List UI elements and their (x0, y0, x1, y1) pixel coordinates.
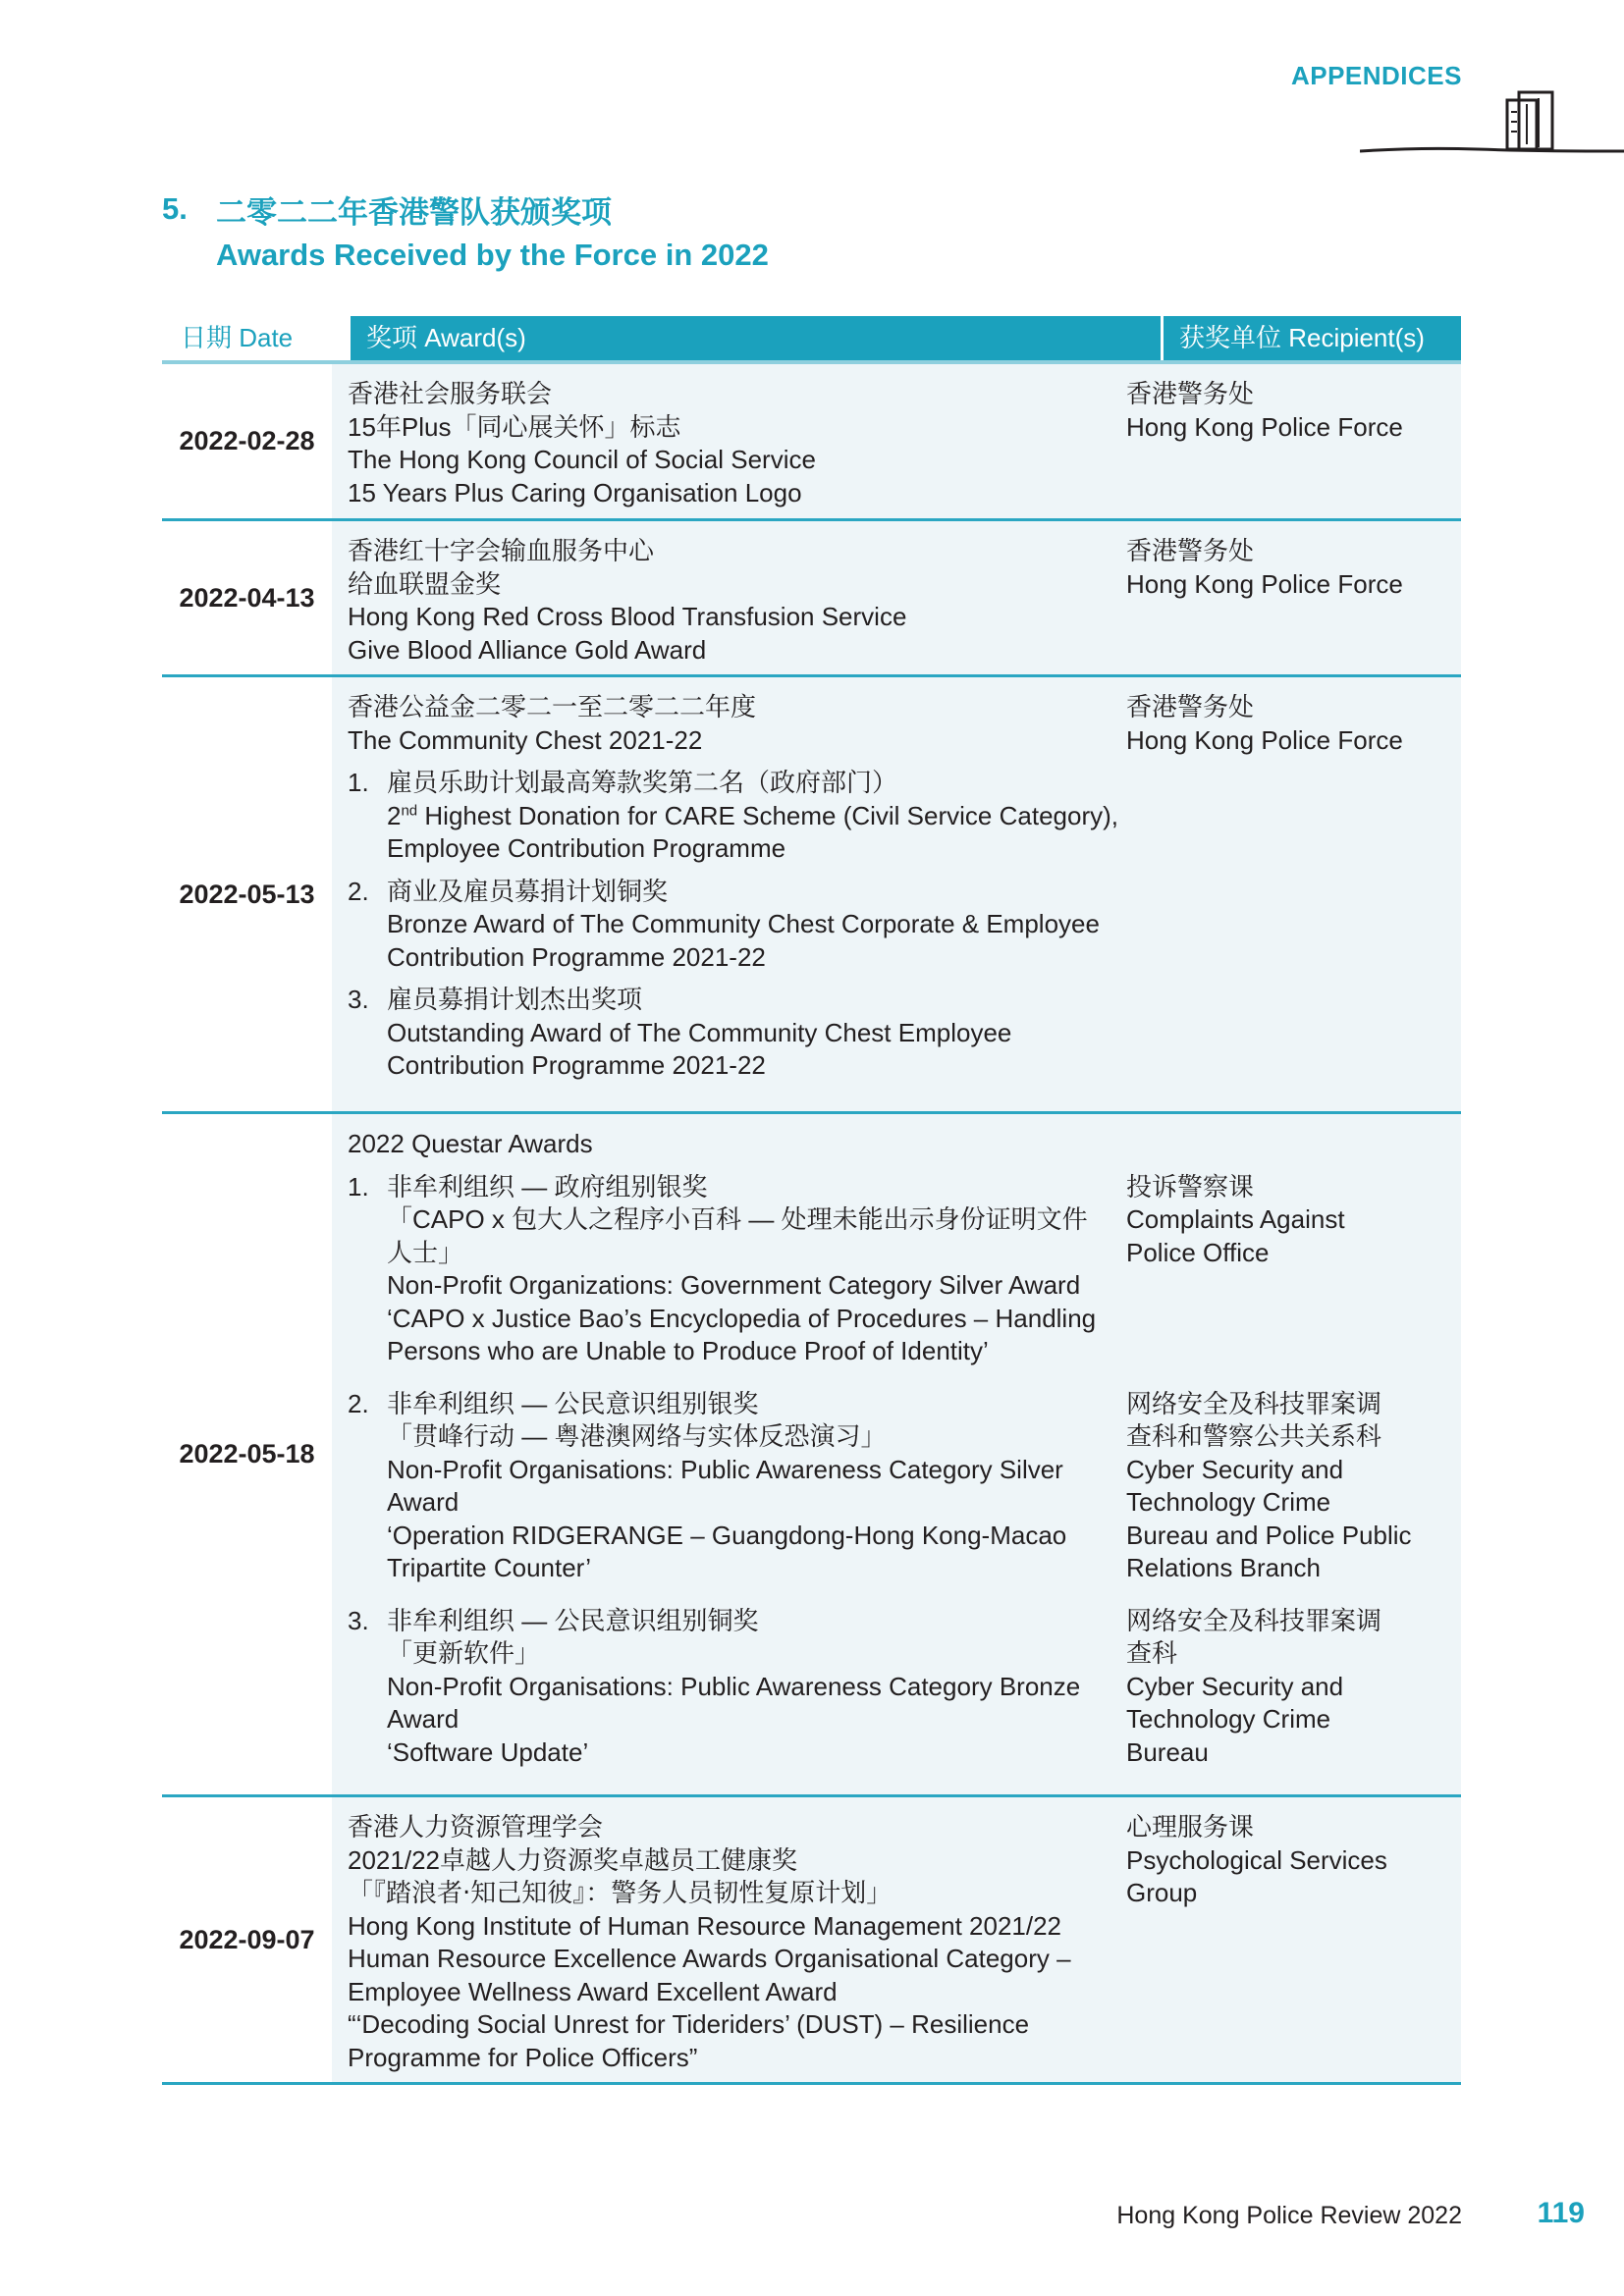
section-label: APPENDICES (1290, 61, 1462, 90)
recipient-line: 网络安全及科技罪案调 (1126, 1605, 1382, 1635)
item-number: 3. (348, 985, 369, 1014)
award-line: Award (387, 1487, 460, 1517)
item-number: 1. (348, 768, 369, 797)
recipient-line: Group (1126, 1878, 1198, 1907)
award-date: 2022-05-13 (179, 879, 315, 909)
table-row (162, 521, 1461, 677)
award-line: ‘Operation RIDGERANGE – Guangdong-Hong Kong-Macao (387, 1520, 1067, 1550)
ordinal-suffix: nd (401, 801, 418, 819)
item-number: 2. (348, 1388, 369, 1418)
award-sub-item (348, 876, 1126, 975)
table-row (162, 364, 1461, 521)
award-line: 2022 Questar Awards (348, 1129, 593, 1158)
award-line: 香港人力资源管理学会 (348, 1812, 604, 1842)
award-recipient (1126, 677, 1461, 1111)
award-line: 2021/22卓越人力资源奖卓越员工健康奖 (348, 1844, 797, 1875)
header-date: 日期 Date (181, 323, 294, 352)
award-description (332, 521, 1126, 674)
award-line: “‘Decoding Social Unrest for Tideriders’ (DUST) – Resilience (348, 2009, 1030, 2039)
award-line: 商业及雇员募捐计划铜奖 (387, 876, 669, 906)
item-number: 3. (348, 1605, 369, 1635)
recipient-line: 网络安全及科技罪案调 (1126, 1388, 1382, 1418)
page-number: 119 (1537, 2197, 1585, 2229)
award-line: 非牟利组织 — 政府组别银奖 (387, 1171, 708, 1201)
award-date: 2022-09-07 (179, 1924, 315, 1954)
award-line: 人士」 (387, 1237, 464, 1267)
award-line (387, 800, 1126, 833)
header-recipient: 获奖单位 Recipient(s) (1164, 316, 1461, 360)
award-line: Award (387, 1704, 460, 1734)
award-line: 香港红十字会输血服务中心 (348, 536, 655, 565)
building-sketch-icon (1360, 90, 1624, 159)
award-sub-item (348, 984, 1126, 1083)
table-header (162, 316, 1461, 364)
award-recipient (1126, 364, 1461, 518)
ordinal-number: 2 (387, 800, 402, 830)
award-line: Employee Wellness Award Excellent Award (348, 1976, 838, 2006)
award-line: 「贯峰行动 — 粤港澳网络与实体反恐演习」 (387, 1421, 887, 1451)
award-line: Hong Kong Red Cross Blood Transfusion Service (348, 602, 907, 631)
award-line: The Hong Kong Council of Social Service (348, 445, 816, 474)
awards-table (162, 316, 1461, 2085)
publication-title: Hong Kong Police Review 2022 (1116, 2202, 1462, 2229)
item-number: 2. (348, 876, 369, 906)
award-line: Human Resource Excellence Awards Organisational Category – (348, 1944, 1071, 1973)
award-recipient (1126, 521, 1461, 674)
recipient-line: 香港警务处 (1126, 692, 1255, 721)
recipient-line: Hong Kong Police Force (1126, 411, 1403, 442)
award-recipient (1126, 1171, 1461, 1368)
award-line: 给血联盟金奖 (348, 568, 502, 599)
award-recipient (1126, 1388, 1461, 1585)
table-row (162, 1797, 1461, 2085)
recipient-line: 查科和警察公共关系科 (1126, 1421, 1382, 1451)
award-line: Tripartite Counter’ (387, 1553, 592, 1582)
award-line: Non-Profit Organizations: Government Category Silver Award (387, 1270, 1081, 1300)
award-date: 2022-02-28 (179, 426, 315, 455)
table-row (162, 1114, 1461, 1797)
award-line: 雇员乐助计划最高筹款奖第二名（政府部门） (387, 768, 898, 797)
section-number: 5. (162, 191, 188, 226)
award-line: 「CAPO x 包大人之程序小百科 — 处理未能出示身份证明文件 (387, 1204, 1088, 1234)
award-line: 15 Years Plus Caring Organisation Logo (348, 477, 802, 507)
recipient-line: Relations Branch (1126, 1553, 1321, 1582)
recipient-line: Hong Kong Police Force (1126, 568, 1403, 599)
award-description (332, 677, 1126, 1111)
section-title (216, 191, 769, 276)
award-description (332, 1797, 1126, 2082)
award-line: 「更新软件」 (387, 1638, 541, 1668)
recipient-line: 查科 (1126, 1638, 1178, 1668)
recipient-line: Complaints Against (1126, 1204, 1345, 1234)
award-date: 2022-04-13 (179, 582, 315, 613)
award-line: 香港公益金二零二一至二零二二年度 (348, 692, 757, 721)
award-line: Contribution Programme 2021-22 (387, 941, 766, 972)
award-recipient (1126, 1605, 1461, 1770)
award-line: Outstanding Award of The Community Chest Employee (387, 1017, 1012, 1047)
recipient-line: Hong Kong Police Force (1126, 724, 1403, 755)
item-number: 1. (348, 1171, 369, 1201)
award-line: Employee Contribution Programme (387, 833, 786, 863)
award-line: 非牟利组织 — 公民意识组别银奖 (387, 1388, 759, 1418)
award-line: ‘Software Update’ (387, 1736, 589, 1767)
award-line: Hong Kong Institute of Human Resource Management 2021/22 (348, 1910, 1062, 1941)
recipient-line: 香港警务处 (1126, 379, 1255, 408)
recipient-line: Bureau (1126, 1736, 1209, 1767)
award-sub-item (332, 1605, 1461, 1770)
award-recipient (1126, 1797, 1461, 2082)
award-description (332, 364, 1126, 518)
recipient-line: Police Office (1126, 1237, 1270, 1267)
award-line: 香港社会服务联会 (348, 379, 553, 408)
recipient-line: Cyber Security and (1126, 1671, 1344, 1701)
award-line: The Community Chest 2021-22 (348, 724, 703, 755)
recipient-line: 投诉警察课 (1126, 1171, 1255, 1201)
award-line: Give Blood Alliance Gold Award (348, 634, 707, 665)
section-title-zh: 二零二二年香港警队获颁奖项 (216, 195, 612, 230)
recipient-line: Psychological Services (1126, 1844, 1387, 1875)
award-line: ‘CAPO x Justice Bao’s Encyclopedia of Procedures – Handling (387, 1303, 1097, 1333)
award-line: 15年Plus「同心展关怀」标志 (348, 411, 681, 442)
award-line: 雇员募捐计划杰出奖项 (387, 985, 643, 1014)
award-line: 「『踏浪者‧知己知彼』：警务人员韧性复原计划」 (348, 1878, 893, 1907)
recipient-line: 心理服务课 (1126, 1812, 1255, 1842)
recipient-line: Technology Crime (1126, 1487, 1331, 1517)
recipient-line: 香港警务处 (1126, 536, 1255, 565)
section-title-en: Awards Received by the Force in 2022 (216, 238, 769, 272)
recipient-line: Cyber Security and (1126, 1454, 1344, 1484)
award-line: Non-Profit Organisations: Public Awareness Category Bronze (387, 1671, 1081, 1701)
award-date: 2022-05-18 (179, 1439, 315, 1468)
award-sub-item (348, 767, 1126, 866)
award-line: Persons who are Unable to Produce Proof of Identity’ (387, 1336, 989, 1365)
recipient-line: Bureau and Police Public (1126, 1520, 1412, 1550)
header-award: 奖项 Award(s) (351, 316, 1164, 360)
award-line: 非牟利组织 — 公民意识组别铜奖 (387, 1605, 759, 1635)
table-row (162, 677, 1461, 1114)
award-line: Non-Profit Organisations: Public Awareness Category Silver (387, 1454, 1063, 1484)
award-sub-item (332, 1171, 1461, 1368)
award-line: Programme for Police Officers” (348, 2042, 698, 2072)
award-sub-item (332, 1388, 1461, 1585)
recipient-line: Technology Crime (1126, 1704, 1331, 1734)
award-line: Bronze Award of The Community Chest Corporate & Employee (387, 909, 1100, 938)
award-line: Contribution Programme 2021-22 (387, 1050, 766, 1080)
award-line-text: Highest Donation for CARE Scheme (Civil Service Category), (424, 800, 1118, 830)
